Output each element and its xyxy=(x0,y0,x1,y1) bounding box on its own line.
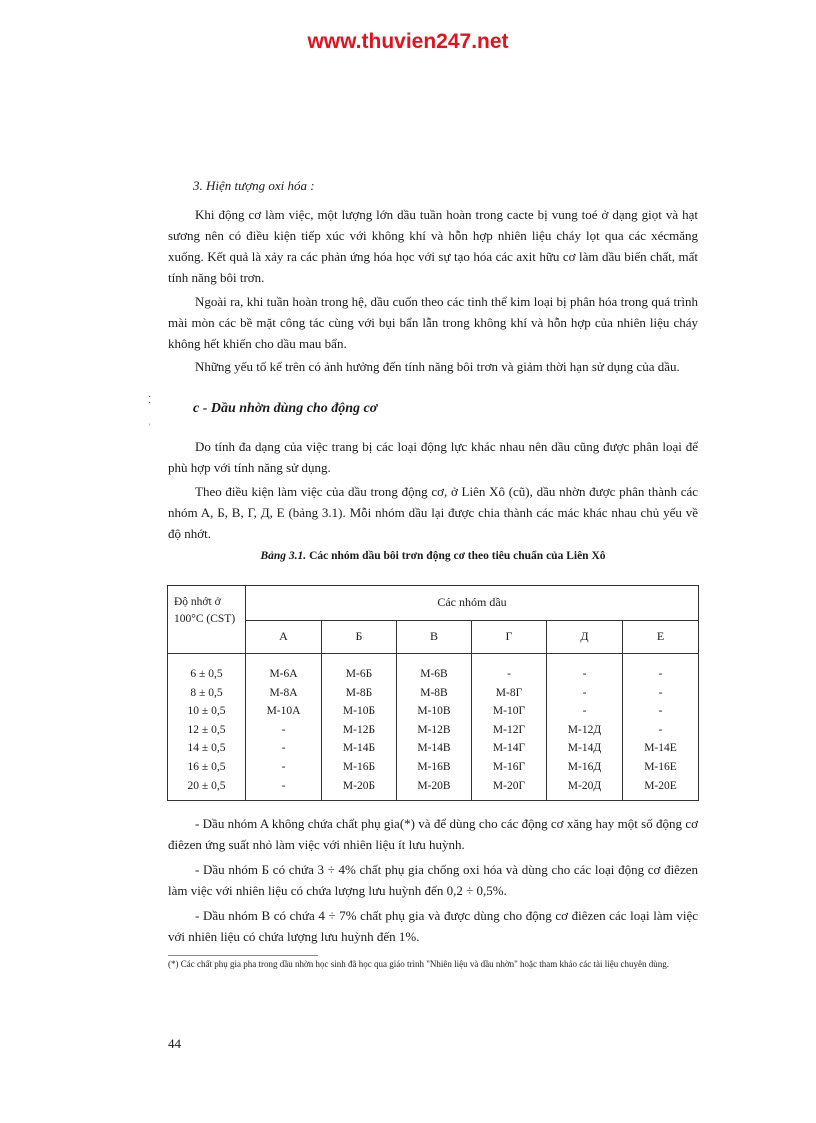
grade-cell: M-8B xyxy=(420,686,448,699)
column-B xyxy=(397,665,471,795)
viscosity-value: 12 ± 0,5 xyxy=(187,723,226,736)
viscosity-value: 8 ± 0,5 xyxy=(190,686,223,699)
grade-cell: - xyxy=(582,686,587,699)
grade-cell: M-20Д xyxy=(567,779,602,792)
grade-cell: - xyxy=(658,723,663,736)
grade-cell: M-10Г xyxy=(492,705,526,718)
paragraph-5: Theo điều kiện làm việc của dầu trong động cơ, ở Liên Xô (cũ), dầu nhờn được phân thành các nhóm A, Б, B, Г, Д, E (bảng 3.1). Mỗi nhóm dầu lại được chia thành các mác khác nhau chủ yếu về độ nhớt. xyxy=(168,484,698,541)
grade-cell: M-8Г xyxy=(495,686,523,699)
table-caption-label: Bảng 3.1. xyxy=(260,550,307,562)
grade-cell: M-16Д xyxy=(567,760,602,773)
column-header-A: A xyxy=(279,629,288,643)
viscosity-value: 16 ± 0,5 xyxy=(187,760,226,773)
scan-mark: ˒ xyxy=(148,418,152,429)
grade-cell: M-14Б xyxy=(342,742,376,755)
grade-cell: M-8A xyxy=(269,686,298,699)
grade-cell: M-10B xyxy=(417,705,451,718)
grade-cell: M-14Д xyxy=(567,742,602,755)
grade-cell: - xyxy=(281,723,286,736)
grade-cell: M-16E xyxy=(644,760,677,773)
section-heading: c - Dầu nhờn dùng cho động cơ xyxy=(193,401,378,416)
grade-cell: M-20E xyxy=(644,779,677,792)
grade-cell: - xyxy=(658,705,663,718)
grade-cell: M-20Б xyxy=(342,779,376,792)
grade-cell: - xyxy=(658,686,663,699)
grade-cell: M-16Г xyxy=(492,760,526,773)
paragraph-1: Khi động cơ làm việc, một lượng lớn dầu tuần hoàn trong cacte bị vung toé ở dạng giọt và hạt sương nên có điều kiện tiếp xúc với không khí và hỗn hợp nhiên liệu cháy lọt qua các xécmăng xuống. Kết quả là xảy ra các phản ứng hóa học với sự tạo hóa các axit hữu cơ làm dầu biến chất, mất tính năng bôi trơn. xyxy=(168,207,698,285)
grade-cell: - xyxy=(507,668,511,680)
grade-cell: M-6Б xyxy=(345,668,373,680)
page-number: 44 xyxy=(168,1036,181,1051)
grade-cell: M-12Д xyxy=(567,723,602,736)
grade-cell: - xyxy=(281,779,286,792)
grade-cell: - xyxy=(281,742,286,755)
column-Б xyxy=(322,665,396,795)
paragraph-4: Do tính đa dạng của việc trang bị các loại động lực khác nhau nên dầu cũng được phân loại để phù hợp với tính năng sử dụng. xyxy=(168,439,698,475)
grade-cell: M-16Б xyxy=(342,760,376,773)
grade-cell: M-20B xyxy=(417,779,451,792)
grade-cell: M-6A xyxy=(269,668,298,680)
viscosity-value: 10 ± 0,5 xyxy=(187,705,226,718)
bullet-3: - Dầu nhóm B có chứa 4 ÷ 7% chất phụ gia và được dùng cho động cơ điêzen các loại làm việc với nhiên liệu có chứa lượng lưu huỳnh đến 1%. xyxy=(168,908,698,944)
grade-cell: M-20Г xyxy=(492,779,526,792)
viscosity-value: 14 ± 0,5 xyxy=(187,742,226,755)
column-Г xyxy=(472,665,546,795)
groups-header: Các nhóm dầu xyxy=(437,595,507,609)
grade-cell: M-12Г xyxy=(492,723,526,736)
column-header-E: E xyxy=(656,629,665,643)
grade-cell: - xyxy=(582,668,587,680)
paragraph-3: Những yếu tố kể trên có ảnh hưởng đến tính năng bôi trơn và giảm thời hạn sử dụng của dầu. xyxy=(195,359,680,374)
grade-cell: M-12Б xyxy=(342,723,376,736)
subheading: 3. Hiện tượng oxi hóa : xyxy=(193,178,315,193)
table-caption-text: Các nhóm dầu bôi trơn động cơ theo tiêu chuẩn của Liên Xô xyxy=(309,550,606,562)
footnote-separator xyxy=(168,955,318,956)
table-caption xyxy=(168,550,698,562)
column-header-Г: Г xyxy=(505,629,513,643)
column-Д xyxy=(547,665,622,795)
oil-groups-table xyxy=(167,585,699,801)
column-A xyxy=(246,665,321,795)
grade-cell: M-12B xyxy=(417,723,451,736)
grade-cell: M-14E xyxy=(644,742,677,755)
grade-cell: M-8Б xyxy=(345,686,373,699)
grade-cell: M-10Б xyxy=(342,705,376,718)
column-header-B: B xyxy=(429,629,438,643)
scan-mark: ⁚ xyxy=(148,395,152,406)
grade-cell: M-16B xyxy=(417,760,451,773)
watermark[interactable]: www.thuvien247.net xyxy=(307,30,509,53)
column-header-Д: Д xyxy=(580,629,589,643)
column-header-Б: Б xyxy=(355,629,363,643)
viscosity-value: 20 ± 0,5 xyxy=(187,779,226,792)
bullet-1: - Dầu nhóm A không chứa chất phụ gia(*) và để dùng cho các động cơ xăng hay một số động cơ điêzen ứng suất nhỏ làm việc với nhiên liệu ít lưu huỳnh. xyxy=(168,816,698,852)
paragraph-2: Ngoài ra, khi tuần hoàn trong hệ, dầu cuốn theo các tinh thể kim loại bị phân hóa trong quá trình mài mòn các bề mặt công tác cùng với bụi bẩn lẫn trong không khí và hỗn hợp của nhiên liệu cháy không hết khiến cho dầu mau bẩn. xyxy=(168,294,698,351)
footnote: (*) Các chất phụ gia pha trong dầu nhờn học sinh đã học qua giáo trình "Nhiên liệu và dầu nhờn" hoặc tham khảo các tài liệu chuyên dùng. xyxy=(168,959,669,969)
grade-cell: M-14B xyxy=(417,742,451,755)
grade-cell: M-10A xyxy=(266,705,301,718)
grade-cell: M-6B xyxy=(420,668,448,680)
grade-cell: - xyxy=(582,705,587,718)
viscosity-column xyxy=(168,665,245,795)
viscosity-value: 6 ± 0,5 xyxy=(190,668,223,680)
grade-cell: - xyxy=(658,668,663,680)
bullet-2: - Dầu nhóm Б có chứa 3 ÷ 4% chất phụ gia chống oxi hóa và dùng cho các loại động cơ điêzen làm việc với nhiên liệu có chứa lượng lưu huỳnh đến 0,2 ÷ 0,5%. xyxy=(168,862,698,898)
column-E xyxy=(623,665,698,795)
grade-cell: - xyxy=(281,760,286,773)
viscosity-header: Độ nhớt ở 100°C (CST) xyxy=(174,596,236,625)
grade-cell: M-14Г xyxy=(492,742,526,755)
